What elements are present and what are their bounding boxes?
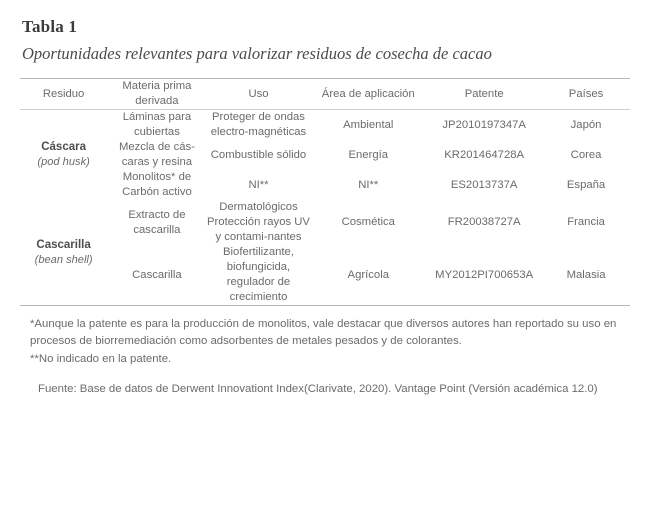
column-header-patente: Patente (426, 79, 542, 110)
table-row (20, 200, 630, 245)
table-caption (0, 0, 650, 66)
residue-name-en: (bean shell) (34, 254, 93, 267)
cell-area: Energía (348, 148, 389, 161)
residue-group-cell-cascara (20, 110, 107, 201)
cell-materia: Monolitos* de Carbón activo (122, 171, 192, 199)
caption-subtitle: Oportunidades relevantes para valorizar residuos de cosecha de cacao (22, 43, 492, 63)
cell-uso: Combustible sólido (210, 148, 307, 161)
cell-patente: KR201464728A (444, 148, 525, 161)
cell-materia: Extracto de cascarilla (128, 208, 186, 236)
column-header-materia: Materia prima derivada (107, 79, 206, 110)
column-header-residuo: Residuo (20, 79, 107, 110)
table-footnotes (30, 316, 620, 367)
cell-area: Agrícola (347, 268, 389, 281)
table-row (20, 110, 630, 141)
cell-pais: Corea (570, 148, 602, 161)
cell-pais: Francia (567, 216, 605, 229)
data-table-container (20, 78, 630, 306)
cell-uso: Dermatológicos Protección rayos UV y contami-nantes (207, 201, 310, 244)
column-header-area: Área de aplicación (310, 79, 426, 110)
data-table (20, 79, 630, 305)
cell-materia: Láminas para cubiertas (122, 111, 192, 139)
page-title: Tabla 1 (22, 17, 78, 36)
cell-patente: ES2013737A (450, 178, 518, 191)
residue-group-cell-cascarilla (20, 200, 107, 305)
cell-materia: Mezcla de cás-caras y resina (118, 141, 195, 169)
residue-name-es: Cáscara (41, 140, 86, 153)
cell-pais: España (566, 178, 606, 191)
table-row (20, 170, 630, 200)
cell-pais: Malasia (566, 268, 606, 281)
footnote-1: *Aunque la patente es para la producción de monolitos, vale destacar que diversos autores han reportado su uso en procesos de biorremediación como adsorbentes de metales pesados y de colorantes. (30, 318, 617, 348)
footnote-2: **No indicado en la patente. (30, 352, 172, 365)
cell-pais: Japón (570, 118, 602, 131)
cell-area: Cosmética (341, 216, 395, 229)
column-header-uso: Uso (207, 79, 311, 110)
residue-name-es: Cascarilla (36, 238, 91, 251)
table-row (20, 140, 630, 170)
table-source: Fuente: Base de datos de Derwent Innovationt Index(Clarivate, 2020). Vantage Point (Versión académica 12.0) (38, 382, 598, 395)
cell-patente: MY2012PI700653A (435, 268, 534, 281)
cell-materia: Cascarilla (132, 268, 182, 281)
table-row (20, 245, 630, 305)
cell-uso: Biofertilizante, biofungicida, regulador de crecimiento (223, 246, 294, 304)
cell-uso: NI** (248, 178, 269, 191)
cell-patente: FR20038727A (447, 216, 521, 229)
cell-area: NI** (358, 178, 379, 191)
column-header-paises: Países (542, 79, 630, 110)
cell-uso: Proteger de ondas electro-magnéticas (210, 111, 307, 139)
table-header (20, 79, 630, 110)
residue-name-en: (pod husk) (37, 156, 90, 169)
cell-area: Ambiental (343, 118, 394, 131)
table-header-row (20, 79, 630, 110)
cell-patente: JP2010197347A (442, 118, 526, 131)
table-body (20, 110, 630, 306)
